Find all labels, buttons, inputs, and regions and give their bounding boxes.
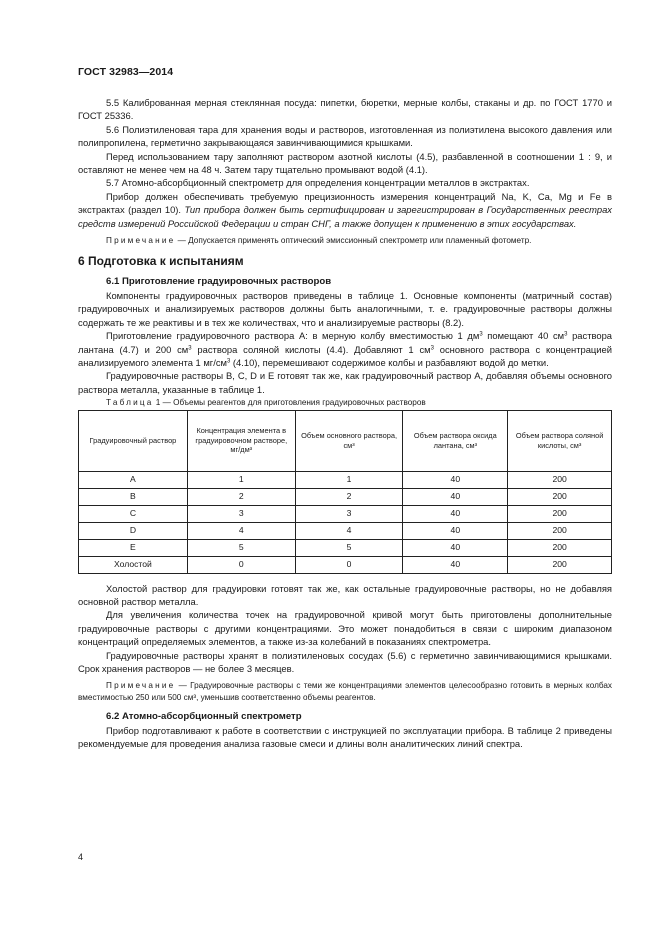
table-cell: 200 [508,471,612,488]
table-row [79,471,612,488]
table-cell: E [79,539,188,556]
table-cell: D [79,522,188,539]
table-cell: A [79,471,188,488]
note-label: Примечание [106,681,176,691]
paragraph-solution-a: Приготовление градуировочного раствора A: в мерную колбу вместимостью 1 $дм^3$ помещают 40 $см^3$ раствора лантана (4.7) и 200 $см^3$ раствора соляной кислоты (4.4). Добавляют 1 $см^3$ основного раствора с концентрацией анализируемого элемента 1 $мг/см^3$ (4.10), перемешивают содержимое колбы и разбавляют водой до метки. [78,330,613,368]
table-cell: 40 [403,522,508,539]
table-header-cell: Объем раствора соляной кислоты, см³ [508,410,612,471]
note-text: — Допускается применять оптический эмиссионный спектрометр или пламенный фотометр. [175,236,532,246]
table-row [79,522,612,539]
table-cell: 40 [403,471,508,488]
table-row [79,539,612,556]
table-row [79,556,612,573]
paragraph-components: Компоненты градуировочных растворов приведены в таблице 1. Основные компоненты (матричный состав) градуировочных и анализируемых растворов должны быть аналогичными, т. е. градуировочные растворы должны содержать те же реактивы и в тех же количествах, что и анализируемые растворы (8.2). [78,289,612,328]
certification-text: Тип прибора должен быть сертифицирован и зарегистрирован в Государственных реестрах средств измерений Российской Федерации и стран СНГ, а также допущен к применению в этих государствах. [78,204,612,229]
table-caption-text: 1 — Объемы реагентов для приготовления градуировочных растворов [153,398,426,408]
table-cell: 40 [403,505,508,522]
document-body [78,96,612,751]
paragraph-storage: Градуировочные растворы хранят в полиэтиленовых сосудах (5.6) с герметично завинчивающимися крышками. Срок хранения растворов — не более 3 месяцев. [78,649,612,674]
table-header-cell: Объем основного раствора, см³ [295,410,403,471]
section-heading-6: 6 Подготовка к испытаниям [78,254,244,269]
table-cell: 200 [508,539,612,556]
table-caption-label: Таблица [106,398,154,408]
paragraph-solutions-bcde: Градуировочные растворы B, C, D и E готовят так же, как градуировочный раствор A, добавляя объемы основного раствора металла, указанные в таблице 1. [78,370,612,395]
note-text: — Градуировочные растворы с теми же концентрациями элементов целесообразно готовить в мерных колбах вместимостью 250 или 500 см³, уменьшив соответственно объемы реагентов. [78,681,612,703]
table-cell: 200 [508,556,612,573]
note-label: Примечание [106,236,176,246]
table-cell: 3 [295,505,403,522]
table-cell: 200 [508,505,612,522]
table-cell: C [79,505,188,522]
note-spectrometer [78,235,612,247]
table-header-cell: Концентрация элемента в градуировочном растворе, мг/дм³ [187,410,295,471]
table-header-row [79,410,612,471]
paragraph-5-6-prep: Перед использованием тару заполняют раствором азотной кислоты (4.5), разбавленной в соотношении 1 : 9, и оставляют не менее чем на 48 ч. Затем тару тщательно промывают водой (4.1). [78,150,612,176]
table-caption [78,396,612,409]
table-cell: 4 [187,522,295,539]
table-cell: 3 [187,505,295,522]
note-flask-volumes [78,680,612,704]
paragraph-additional-points: Для увеличения количества точек на градуировочной кривой могут быть приготовлены дополнительные градуировочные растворы с другими концентрациями. Это может понадобиться в связи с широким диапазоном концентраций определяемых элементов, а также из-за колебаний в показаниях спектрометра. [78,609,612,648]
table-cell: B [79,488,188,505]
page-header: ГОСТ 32983—2014 [78,66,174,78]
paragraph-5-7: 5.7 Атомно-абсорбционный спектрометр для определения концентрации металлов в экстрактах. [106,177,530,189]
table-row [79,505,612,522]
paragraph-blank-solution: Холостой раствор для градуировки готовят так же, как остальные градуировочные растворы, но не добавляя основной раствор металла. [78,582,612,607]
table-cell: 40 [403,488,508,505]
table-cell: 200 [508,488,612,505]
paragraph-5-6: 5.6 Полиэтиленовая тара для хранения воды и растворов, изготовленная из полиэтилена высокого давления или полипропилена, герметично закрывающаяся завинчивающимися крышками. [78,123,612,149]
table-cell: 40 [403,539,508,556]
table-cell: 4 [295,522,403,539]
paragraph-spectrometer-prep: Прибор подготавливают к работе в соответствии с инструкцией по эксплуатации прибора. В таблице 2 приведены рекомендуемые для проведения анализа газовые смеси и длины волн аналитических линий спектра. [78,724,612,750]
table-cell: 200 [508,522,612,539]
table-cell: 0 [295,556,403,573]
table-header-cell: Градуировочный раствор [79,410,188,471]
subsection-heading-6-2: 6.2 Атомно-абсорбционный спектрометр [106,711,302,723]
paragraph-5-5: 5.5 Калиброванная мерная стеклянная посуда: пипетки, бюретки, мерные колбы, стаканы и др. по ГОСТ 1770 и ГОСТ 25336. [78,97,612,122]
page-number: 4 [78,852,84,862]
table-header-cell: Объем раствора оксида лантана, см³ [403,410,508,471]
table-cell: 40 [403,556,508,573]
table-cell: 1 [295,471,403,488]
table-cell: 2 [187,488,295,505]
table-cell: 2 [295,488,403,505]
subsection-heading-6-1: 6.1 Приготовление градуировочных растворов [106,276,332,288]
reagent-volumes-table [78,410,612,574]
table-row [79,488,612,505]
table-cell: 5 [295,539,403,556]
table-cell: 1 [187,471,295,488]
paragraph-5-7-requirements [78,190,612,230]
table-cell: Холостой [79,556,188,573]
requirements-text: Прибор должен обеспечивать требуемую прецизионность измерения концентраций Na, K, Ca, Mg и Fe в экстрактах (раздел 10). [78,190,612,216]
table-cell: 5 [187,539,295,556]
table-cell: 0 [187,556,295,573]
